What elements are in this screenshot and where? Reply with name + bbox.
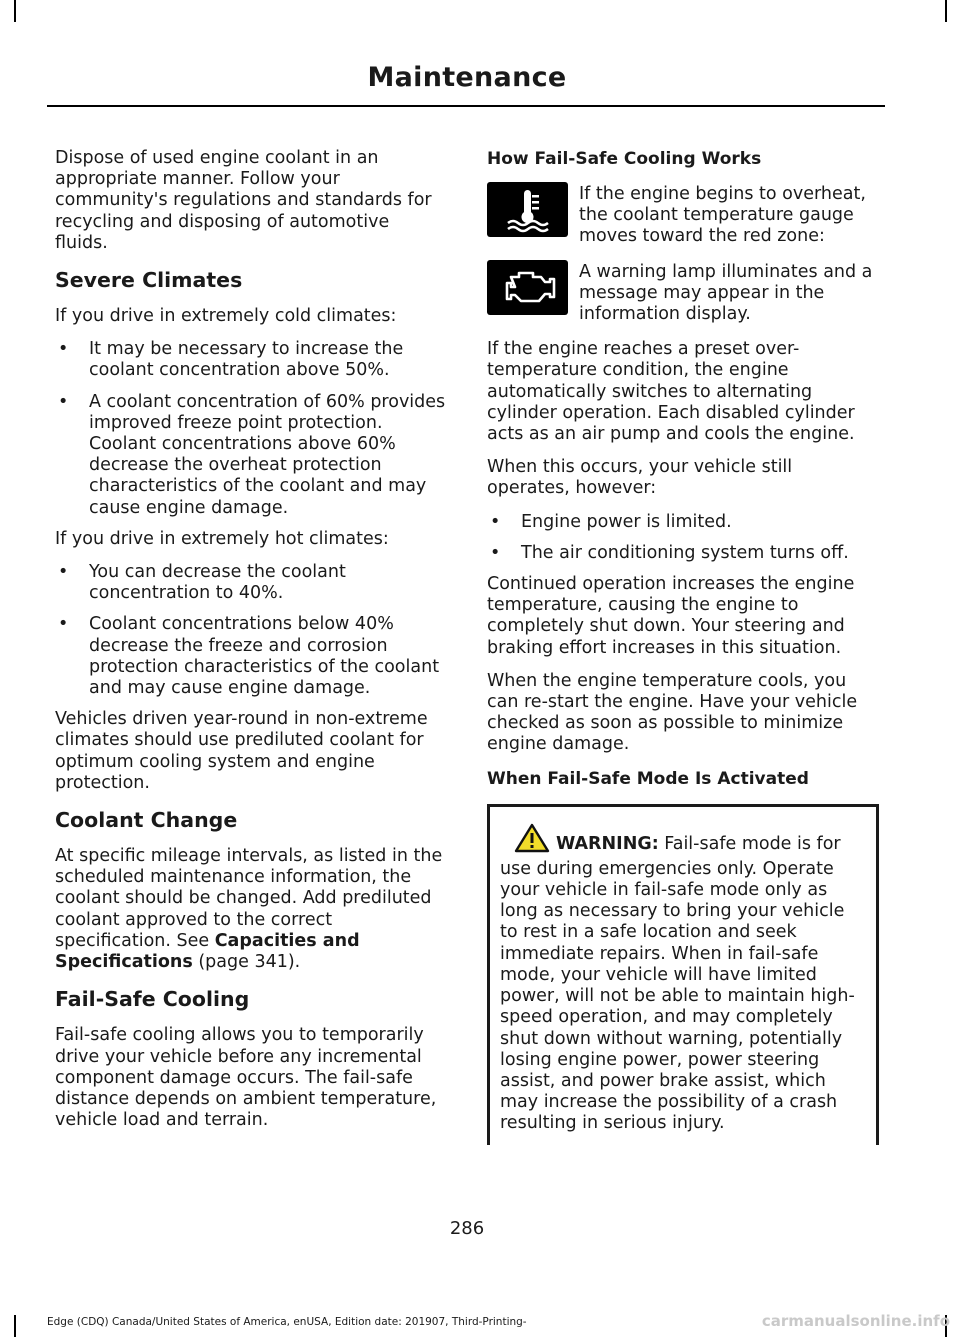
list-item: • A coolant concentration of 60% provides improved freeze point protection. Coolant concentrations above 60% decrease the overheat protection characteristics of the coolant and may cause engine damage. <box>55 392 447 519</box>
year-round-paragraph: Vehicles driven year-round in non-extreme climates should use prediluted coolant for optimum cooling system and engine protection. <box>55 709 428 793</box>
capacities-link[interactable]: Capacities and Specifications <box>55 930 360 973</box>
coolant-temperature-icon <box>487 182 568 237</box>
warning-paragraph <box>500 823 866 1135</box>
lamp-text: A warning lamp illuminates and a message may appear in the information display. <box>579 261 873 325</box>
crop-mark <box>14 1315 16 1337</box>
page-number: 286 <box>449 1218 485 1239</box>
activated-heading: When Fail-Safe Mode Is Activated <box>487 768 809 789</box>
crop-mark <box>945 0 947 22</box>
fail-safe-heading: Fail-Safe Cooling <box>55 987 250 1012</box>
coolant-change-text: At specific mileage intervals, as listed in the scheduled maintenance information, the coolant should be changed. Add prediluted coolant approved to the correct specification. See <box>55 846 443 951</box>
coolant-change-paragraph <box>55 846 447 973</box>
fail-safe-paragraph: Fail-safe cooling allows you to temporarily drive your vehicle before any incremental component damage occurs. The fail-safe distance depends on ambient temperature, vehicle load and terrain. <box>55 1025 437 1131</box>
left-column <box>55 148 447 1143</box>
occurs-paragraph: When this occurs, your vehicle still operates, however: <box>487 457 793 499</box>
page-title: Maintenance <box>367 62 567 93</box>
occurs-list <box>487 512 879 564</box>
watermark: carmanualsonline.info <box>761 1312 950 1330</box>
warning-text: Fail-safe mode is for use during emergencies only. Operate your vehicle in fail-safe mode only as long as necessary to bring your vehicle to rest in a safe location and seek immediate repairs. When in fail-safe mode, your vehicle will have limited power, will not be able to maintain high-speed operation, and may completely shut down without warning, potentially losing engine power, power steering assist, and power brake assist, which may increase the possibility of a crash resulting in serious injury. <box>500 833 855 1134</box>
list-item: • The air conditioning system turns off. <box>487 543 879 564</box>
gauge-row <box>487 184 879 248</box>
cools-paragraph: When the engine temperature cools, you can re-start the engine. Have your vehicle checked as soon as possible to minimize engine damage. <box>487 670 858 755</box>
page-reference: (page 341). <box>192 952 301 973</box>
preset-paragraph: If the engine reaches a preset over-temperature condition, the engine automatically switches to alternating cylinder operation. Each disabled cylinder acts as an air pump and cools the engine. <box>487 339 855 445</box>
dispose-paragraph: Dispose of used engine coolant in an appropriate manner. Follow your community's regulations and standards for recycling and disposing of automotive fluids. <box>55 148 432 253</box>
right-column <box>487 148 879 1145</box>
hot-list <box>55 562 447 699</box>
list-item: • Coolant concentrations below 40% decrease the freeze and corrosion protection characteristics of the coolant and may cause engine damage. <box>55 614 447 699</box>
lamp-row <box>487 262 879 326</box>
list-item: • It may be necessary to increase the coolant concentration above 50%. <box>55 339 447 381</box>
header-divider <box>47 105 885 107</box>
continued-paragraph: Continued operation increases the engine temperature, causing the engine to completely shut down. Your steering and braking effort increases in this situation. <box>487 574 855 658</box>
list-item: • Engine power is limited. <box>487 512 879 533</box>
how-fail-safe-heading: How Fail-Safe Cooling Works <box>487 149 762 169</box>
gauge-text: If the engine begins to overheat, the coolant temperature gauge moves toward the red zone: <box>579 184 866 247</box>
coolant-change-heading: Coolant Change <box>55 808 238 833</box>
footer-text: Edge (CDQ) Canada/United States of America, enUSA, Edition date: 201907, Third-Printing- <box>47 1316 527 1328</box>
check-engine-icon <box>487 260 568 315</box>
warning-label: WARNING: <box>556 833 659 854</box>
severe-climates-heading: Severe Climates <box>55 268 243 293</box>
cold-list <box>55 339 447 519</box>
hot-intro: If you drive in extremely hot climates: <box>55 528 389 549</box>
warning-box <box>487 804 879 1145</box>
list-item: • You can decrease the coolant concentration to 40%. <box>55 562 447 604</box>
crop-mark <box>14 0 16 22</box>
cold-intro: If you drive in extremely cold climates: <box>55 306 397 327</box>
warning-triangle-icon <box>514 823 550 859</box>
